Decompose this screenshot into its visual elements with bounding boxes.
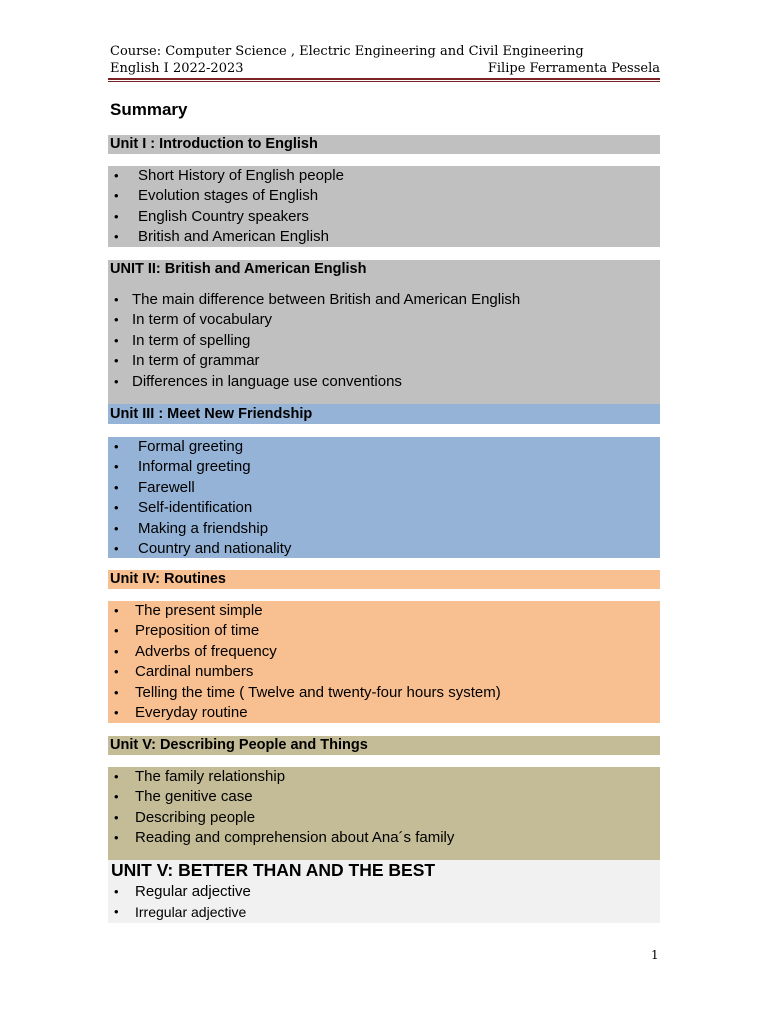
list-item: • The family relationship	[108, 767, 660, 787]
unit-4-list	[108, 601, 660, 723]
list-item: • Making a friendship	[108, 519, 660, 539]
list-item: • In term of vocabulary	[108, 310, 660, 330]
unit-5-list	[108, 767, 660, 860]
unit-2-block	[108, 260, 660, 404]
unit-2-list	[108, 290, 660, 392]
list-item: • Short History of English people	[108, 166, 660, 186]
list-item: • Self-identification	[108, 498, 660, 518]
unit-5-title: Unit V: Describing People and Things	[108, 736, 660, 755]
list-item: • In term of spelling	[108, 331, 660, 351]
unit-4-title: Unit IV: Routines	[108, 570, 660, 589]
list-item: • Everyday routine	[108, 703, 660, 723]
unit-6-block	[108, 860, 660, 923]
summary-title: Summary	[110, 100, 188, 119]
header-subject-year: English I 2022-2023	[110, 61, 244, 76]
list-item: • Formal greeting	[108, 437, 660, 457]
unit-2-title: UNIT II: British and American English	[110, 261, 367, 277]
list-item: • British and American English	[108, 227, 660, 247]
unit-6-title: UNIT V: BETTER THAN AND THE BEST	[111, 860, 436, 880]
list-item: • The genitive case	[108, 787, 660, 807]
list-item: • Cardinal numbers	[108, 662, 660, 682]
unit-1-list	[108, 166, 660, 247]
page-number: 1	[651, 948, 659, 962]
list-item: • Differences in language use conventions	[108, 372, 660, 392]
header-author: Filipe Ferramenta Pessela	[487, 61, 660, 76]
list-item: • Irregular adjective	[108, 902, 660, 922]
list-item: • Country and nationality	[108, 539, 660, 559]
list-item: • Farewell	[108, 478, 660, 498]
list-item: • Informal greeting	[108, 457, 660, 477]
list-item: • Telling the time ( Twelve and twenty-four hours system)	[108, 683, 660, 703]
list-item: • The main difference between British and American English	[108, 290, 660, 310]
list-item: • English Country speakers	[108, 207, 660, 227]
unit-3-list	[108, 437, 660, 558]
list-item: • Reading and comprehension about Ana´s family	[108, 828, 660, 848]
unit-1-title: Unit I : Introduction to English	[108, 135, 660, 154]
header-course: Course: Computer Science , Electric Engineering and Civil Engineering	[110, 44, 584, 59]
unit-3-title: Unit III : Meet New Friendship	[108, 404, 660, 424]
header-rule-thin	[108, 81, 660, 82]
list-item: • Adverbs of frequency	[108, 642, 660, 662]
unit-6-list	[108, 882, 660, 923]
list-item: • In term of grammar	[108, 351, 660, 371]
header-line-2	[110, 61, 660, 77]
list-item: • Regular adjective	[108, 882, 660, 902]
header-rule-thick	[108, 78, 660, 80]
list-item: • The present simple	[108, 601, 660, 621]
list-item: • Preposition of time	[108, 621, 660, 641]
list-item: • Describing people	[108, 808, 660, 828]
list-item: • Evolution stages of English	[108, 186, 660, 206]
